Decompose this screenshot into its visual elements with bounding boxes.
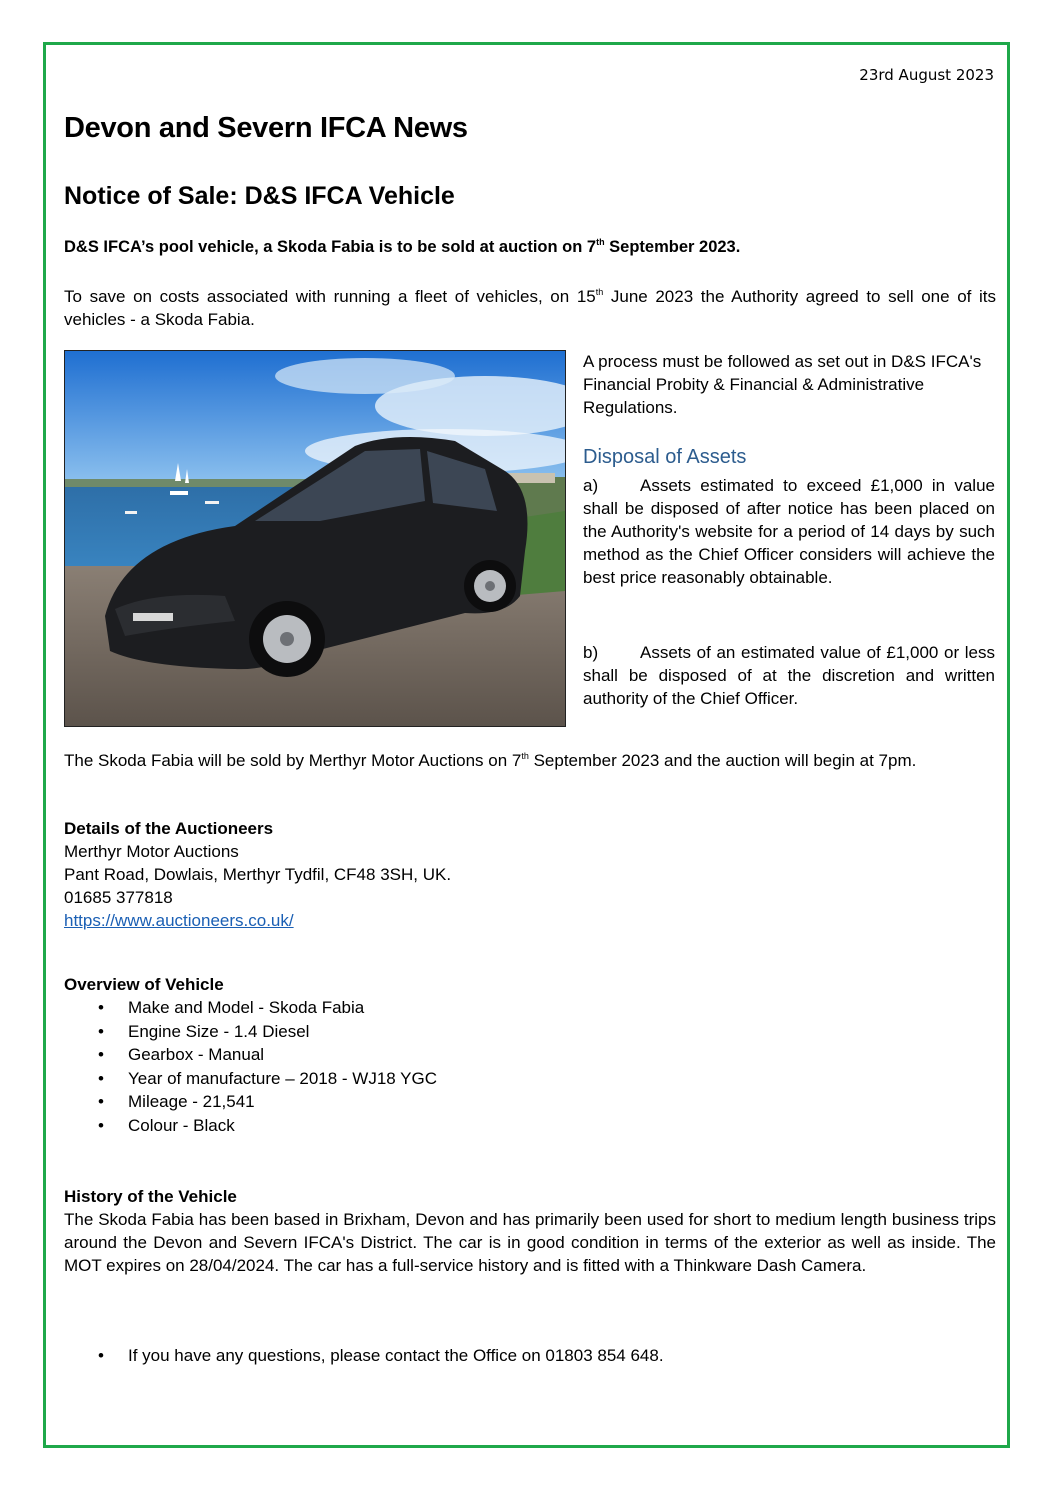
auction-date-paragraph: The Skoda Fabia will be sold by Merthyr Motor Auctions on 7th September 2023 and the auction will begin at 7pm. bbox=[64, 751, 917, 770]
car-photo bbox=[64, 350, 566, 727]
clause-b-marker: b) bbox=[583, 643, 599, 662]
list-item: • Mileage - 21,541 bbox=[64, 1090, 664, 1114]
clause-a-text: Assets estimated to exceed £1,000 in value shall be disposed of after notice has been placed on the Authority's website for a period of 14 days by such method as the Chief Officer considers will achieve the best price reasonably obtainable. bbox=[583, 476, 995, 587]
intro-paragraph: To save on costs associated with running a fleet of vehicles, on 15th June 2023 the Authority agreed to sell one of its vehicles - a Skoda Fabia. bbox=[64, 287, 996, 329]
auctioneer-details bbox=[64, 817, 664, 932]
auctioneer-phone: 01685 377818 bbox=[64, 888, 173, 907]
history-heading: History of the Vehicle bbox=[64, 1187, 237, 1206]
disposal-clause-a bbox=[583, 474, 995, 589]
overview-list bbox=[64, 996, 664, 1138]
list-item: • Make and Model - Skoda Fabia bbox=[64, 996, 664, 1020]
auctioneers-heading: Details of the Auctioneers bbox=[64, 819, 274, 838]
process-paragraph: A process must be followed as set out in D&S IFCA's Financial Probity & Financial & Administrative Regulations. bbox=[583, 352, 982, 417]
disposal-clause-b bbox=[583, 641, 995, 710]
vehicle-overview bbox=[64, 973, 664, 1138]
clause-b-text: Assets of an estimated value of £1,000 or less shall be disposed of at the discretion and written authority of the Chief Officer. bbox=[583, 643, 995, 708]
lead-statement: D&S IFCA’s pool vehicle, a Skoda Fabia is to be sold at auction on 7th September 2023. bbox=[64, 237, 741, 256]
clause-a-marker: a) bbox=[583, 476, 599, 495]
history-text: The Skoda Fabia has been based in Brixham, Devon and has primarily been used for short to medium length business trips around the Devon and Severn IFCA's District. The car is in good condition in terms of the exterior as well as inside. The MOT expires on 28/04/2024. The car has a full-service history and is fitted with a Thinkware Dash Camera. bbox=[64, 1210, 996, 1275]
newsletter-title: Devon and Severn IFCA News bbox=[64, 112, 468, 144]
list-item: • Engine Size - 1.4 Diesel bbox=[64, 1020, 664, 1044]
auctioneer-address: Pant Road, Dowlais, Merthyr Tydfil, CF48 3SH, UK. bbox=[64, 865, 452, 884]
notice-heading: Notice of Sale: D&S IFCA Vehicle bbox=[64, 182, 455, 210]
list-item: • Colour - Black bbox=[64, 1114, 664, 1138]
contact-text: • If you have any questions, please contact the Office on 01803 854 648. bbox=[64, 1344, 964, 1368]
vehicle-history bbox=[64, 1185, 996, 1277]
auctioneer-website-link[interactable]: https://www.auctioneers.co.uk/ bbox=[64, 911, 294, 930]
document-date: 23rd August 2023 bbox=[859, 66, 994, 84]
disposal-heading: Disposal of Assets bbox=[583, 446, 747, 468]
list-item: • Year of manufacture – 2018 - WJ18 YGC bbox=[64, 1067, 664, 1091]
auctioneer-name: Merthyr Motor Auctions bbox=[64, 842, 239, 861]
contact-note bbox=[64, 1344, 964, 1368]
overview-heading: Overview of Vehicle bbox=[64, 975, 224, 994]
list-item: • Gearbox - Manual bbox=[64, 1043, 664, 1067]
